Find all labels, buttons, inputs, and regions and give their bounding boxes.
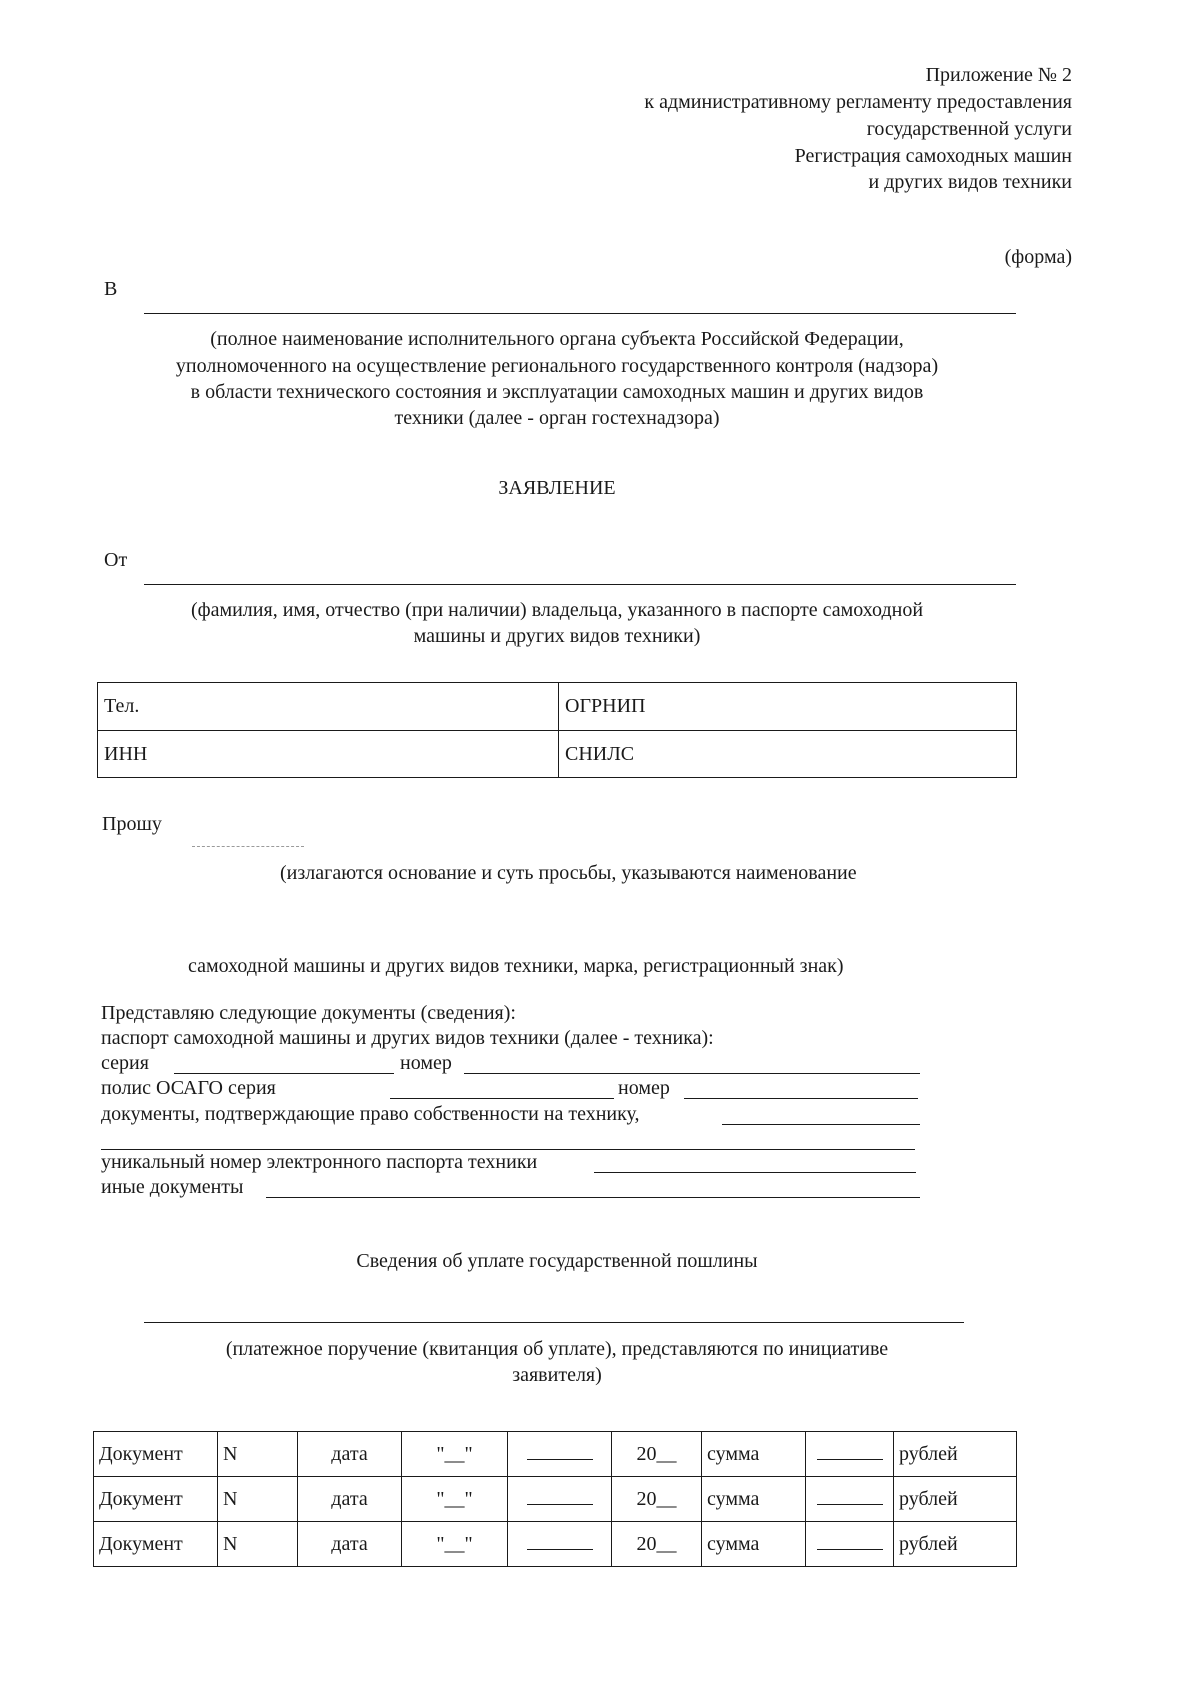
payments-table xyxy=(93,1431,1017,1567)
ownership-field[interactable] xyxy=(722,1124,920,1125)
fee-field[interactable] xyxy=(144,1322,964,1323)
header-service-line: государственной услуги xyxy=(866,118,1072,140)
payment-sum-label: сумма xyxy=(702,1477,806,1522)
epassport-label: уникальный номер электронного паспорта техники xyxy=(101,1151,538,1173)
payment-sum-label: сумма xyxy=(702,1522,806,1567)
payment-doc-label: Документ xyxy=(94,1477,218,1522)
recipient-caption-3: в области технического состояния и эксплуатации самоходных машин и других видов xyxy=(190,381,924,403)
payment-date-label: дата xyxy=(298,1522,402,1567)
form-label: (форма) xyxy=(1004,246,1072,268)
payment-doc-label: Документ xyxy=(94,1522,218,1567)
payment-doc-label: Документ xyxy=(94,1432,218,1477)
inn-cell[interactable] xyxy=(98,742,558,766)
series-field[interactable] xyxy=(174,1073,394,1074)
recipient-field[interactable] xyxy=(144,313,1016,314)
contacts-table xyxy=(97,682,1017,778)
recipient-caption-1: (полное наименование исполнительного органа субъекта Российской Федерации, xyxy=(210,328,904,350)
payment-month-cell[interactable] xyxy=(508,1477,612,1522)
other-documents-label: иные документы xyxy=(101,1176,244,1198)
payment-number-cell[interactable]: N xyxy=(218,1522,298,1567)
header-machines-line: и других видов техники xyxy=(868,171,1072,193)
other-documents-field[interactable] xyxy=(266,1197,920,1198)
payment-date-label: дата xyxy=(298,1477,402,1522)
phone-cell[interactable] xyxy=(98,694,558,718)
payment-day-cell[interactable]: "__" xyxy=(402,1432,508,1477)
payment-currency-label: рублей xyxy=(894,1432,1017,1477)
ogrnip-label: ОГРНИП xyxy=(565,695,646,717)
documents-passport: паспорт самоходной машины и других видов техники (далее - техника): xyxy=(101,1027,714,1049)
payment-row xyxy=(94,1522,1017,1567)
payment-amount-cell[interactable] xyxy=(806,1432,894,1477)
fee-caption-1: (платежное поручение (квитанция об уплате), представляются по инициативе xyxy=(225,1338,889,1360)
fee-heading: Сведения об уплате государственной пошлины xyxy=(356,1250,758,1272)
payment-year-cell[interactable]: 20__ xyxy=(612,1432,702,1477)
payment-sum-label: сумма xyxy=(702,1432,806,1477)
series-label: серия xyxy=(101,1052,149,1074)
payment-amount-cell[interactable] xyxy=(806,1477,894,1522)
request-caption-2: самоходной машины и других видов техники, марка, регистрационный знак) xyxy=(188,955,844,977)
payment-number-cell[interactable]: N xyxy=(218,1432,298,1477)
request-prefix: Прошу xyxy=(102,813,162,835)
payment-number-cell[interactable]: N xyxy=(218,1477,298,1522)
osago-series-field[interactable] xyxy=(390,1098,614,1099)
header-appendix-number: Приложение № 2 xyxy=(925,64,1072,86)
request-caption-1: (излагаются основание и суть просьбы, указываются наименование xyxy=(280,862,857,884)
payment-month-cell[interactable] xyxy=(508,1432,612,1477)
osago-number-field[interactable] xyxy=(684,1098,918,1099)
payment-currency-label: рублей xyxy=(894,1477,1017,1522)
payment-row xyxy=(94,1477,1017,1522)
fee-caption-2: заявителя) xyxy=(512,1364,602,1386)
osago-number-label: номер xyxy=(618,1077,670,1099)
applicant-caption-2: машины и других видов техники) xyxy=(413,625,701,647)
snils-label: СНИЛС xyxy=(565,743,635,765)
recipient-caption-2: уполномоченного на осуществление регионального государственного контроля (надзора) xyxy=(175,355,939,377)
applicant-prefix: От xyxy=(104,549,128,571)
snils-cell[interactable] xyxy=(559,742,1017,766)
applicant-field[interactable] xyxy=(144,584,1016,585)
request-field[interactable] xyxy=(192,846,304,847)
ownership-label: документы, подтверждающие право собственности на технику, xyxy=(101,1103,640,1125)
header-regulation-line: к административному регламенту предоставления xyxy=(644,91,1072,113)
payment-year-cell[interactable]: 20__ xyxy=(612,1477,702,1522)
recipient-caption-4: техники (далее - орган гостехнадзора) xyxy=(394,407,720,429)
payment-day-cell[interactable]: "__" xyxy=(402,1477,508,1522)
payment-month-cell[interactable] xyxy=(508,1522,612,1567)
osago-label: полис ОСАГО серия xyxy=(101,1077,276,1099)
number-label: номер xyxy=(400,1052,452,1074)
phone-label: Тел. xyxy=(104,695,140,717)
document-title: ЗАЯВЛЕНИЕ xyxy=(498,477,616,499)
documents-intro: Представляю следующие документы (сведения): xyxy=(101,1002,516,1024)
epassport-field[interactable] xyxy=(594,1172,916,1173)
recipient-prefix: В xyxy=(104,278,118,300)
number-field[interactable] xyxy=(464,1073,920,1074)
payment-row xyxy=(94,1432,1017,1477)
payment-currency-label: рублей xyxy=(894,1522,1017,1567)
ogrnip-cell[interactable] xyxy=(559,694,1017,718)
payment-year-cell[interactable]: 20__ xyxy=(612,1522,702,1567)
payment-date-label: дата xyxy=(298,1432,402,1477)
inn-label: ИНН xyxy=(104,743,148,765)
header-registration-line: Регистрация самоходных машин xyxy=(794,145,1072,167)
applicant-caption-1: (фамилия, имя, отчество (при наличии) владельца, указанного в паспорте самоходной xyxy=(190,599,924,621)
payment-day-cell[interactable]: "__" xyxy=(402,1522,508,1567)
payment-amount-cell[interactable] xyxy=(806,1522,894,1567)
